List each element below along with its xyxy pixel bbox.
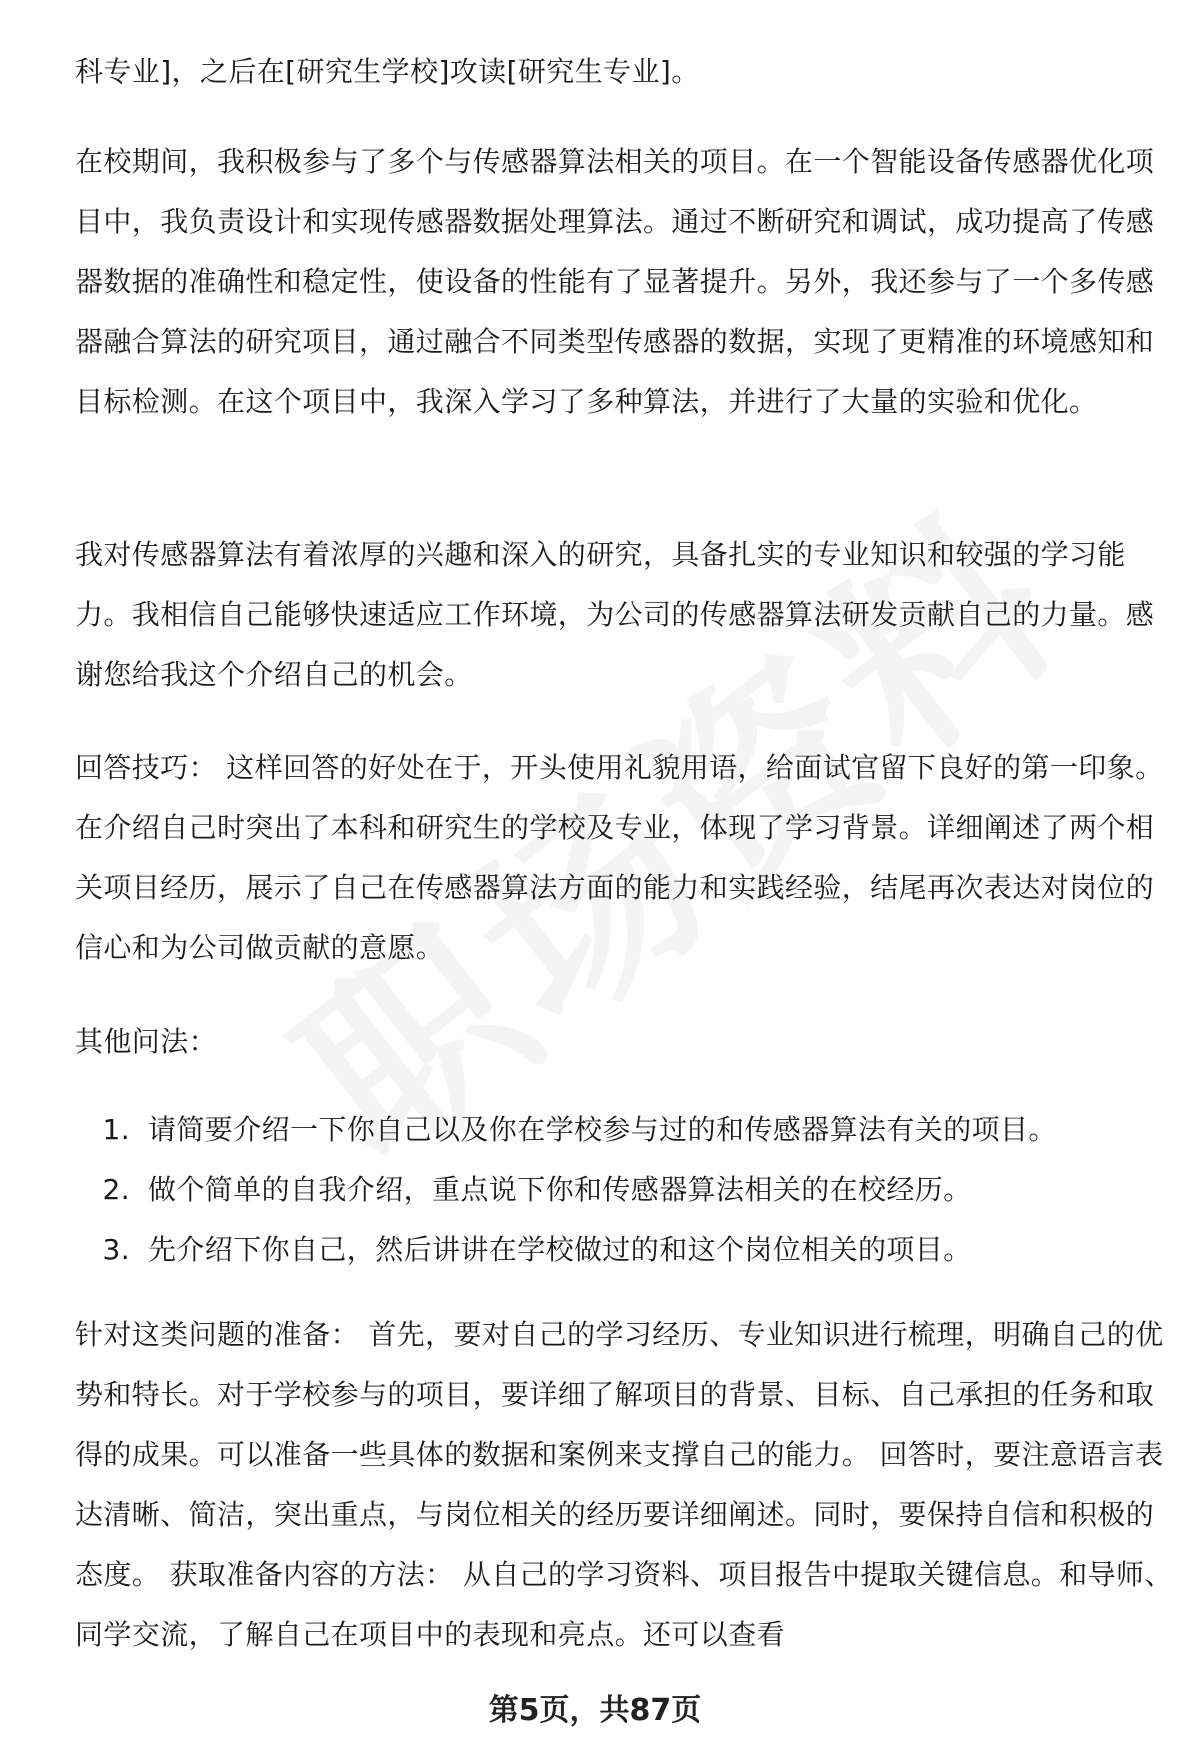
paragraph-answer-tips: 回答技巧： 这样回答的好处在于，开头使用礼貌用语，给面试官留下良好的第一印象。在介绍自己时突出了本科和研究生的学校及专业，体现了学习背景。详细阐述了两个相关项目经历，展示了自己在传感器算法方面的能力和实践经验，结尾再次表达对岗位的信心和为公司做贡献的意愿。 <box>75 751 1164 964</box>
other-questions-list <box>75 1100 1175 1280</box>
list-item-text: 请简要介绍一下你自己以及你在学校参与过的和传感器算法有关的项目。 <box>148 1113 1057 1146</box>
list-item-text: 先介绍下你自己，然后讲讲在学校做过的和这个岗位相关的项目。 <box>148 1233 972 1266</box>
other-questions-heading: 其他问法： <box>75 1025 218 1058</box>
list-item-number: 2. <box>102 1173 130 1206</box>
list-item <box>75 1220 1175 1280</box>
list-item-number: 3. <box>102 1233 130 1266</box>
paragraph-interest: 我对传感器算法有着浓厚的兴趣和深入的研究，具备扎实的专业知识和较强的学习能力。我相信自己能够快速适应工作环境，为公司的传感器算法研发贡献自己的力量。感谢您给我这个介绍自己的机会。 <box>75 538 1155 691</box>
list-item <box>75 1100 1175 1160</box>
list-item-text: 做个简单的自我介绍，重点说下你和传感器算法相关的在校经历。 <box>148 1173 972 1206</box>
list-item <box>75 1160 1175 1220</box>
list-item-number: 1. <box>102 1113 130 1146</box>
paragraph-preparation: 针对这类问题的准备： 首先，要对自己的学习经历、专业知识进行梳理，明确自己的优势和特长。对于学校参与的项目，要详细了解项目的背景、目标、自己承担的任务和取得的成果。可以准备一些具体的数据和案例来支撑自己的能力。 回答时，要注意语言表达清晰、简洁，突出重点，与岗位相关的经历要详细阐述。同时，要保持自信和积极的态度。 获取准备内容的方法： 从自己的学习资料、项目报告中提取关键信息。和导师、同学交流，了解自己在项目中的表现和亮点。还可以查看 <box>75 1318 1173 1651</box>
paragraph-projects: 在校期间，我积极参与了多个与传感器算法相关的项目。在一个智能设备传感器优化项目中，我负责设计和实现传感器数据处理算法。通过不断研究和调试，成功提高了传感器数据的准确性和稳定性，使设备的性能有了显著提升。另外，我还参与了一个多传感器融合算法的研究项目，通过融合不同类型传感器的数据，实现了更精准的环境感知和目标检测。在这个项目中，我深入学习了多种算法，并进行了大量的实验和优化。 <box>75 145 1155 418</box>
paragraph-education-continued: 科专业]，之后在[研究生学校]攻读[研究生专业]。 <box>75 55 700 88</box>
page-number-footer: 第5页，共87页 <box>488 1693 702 1728</box>
